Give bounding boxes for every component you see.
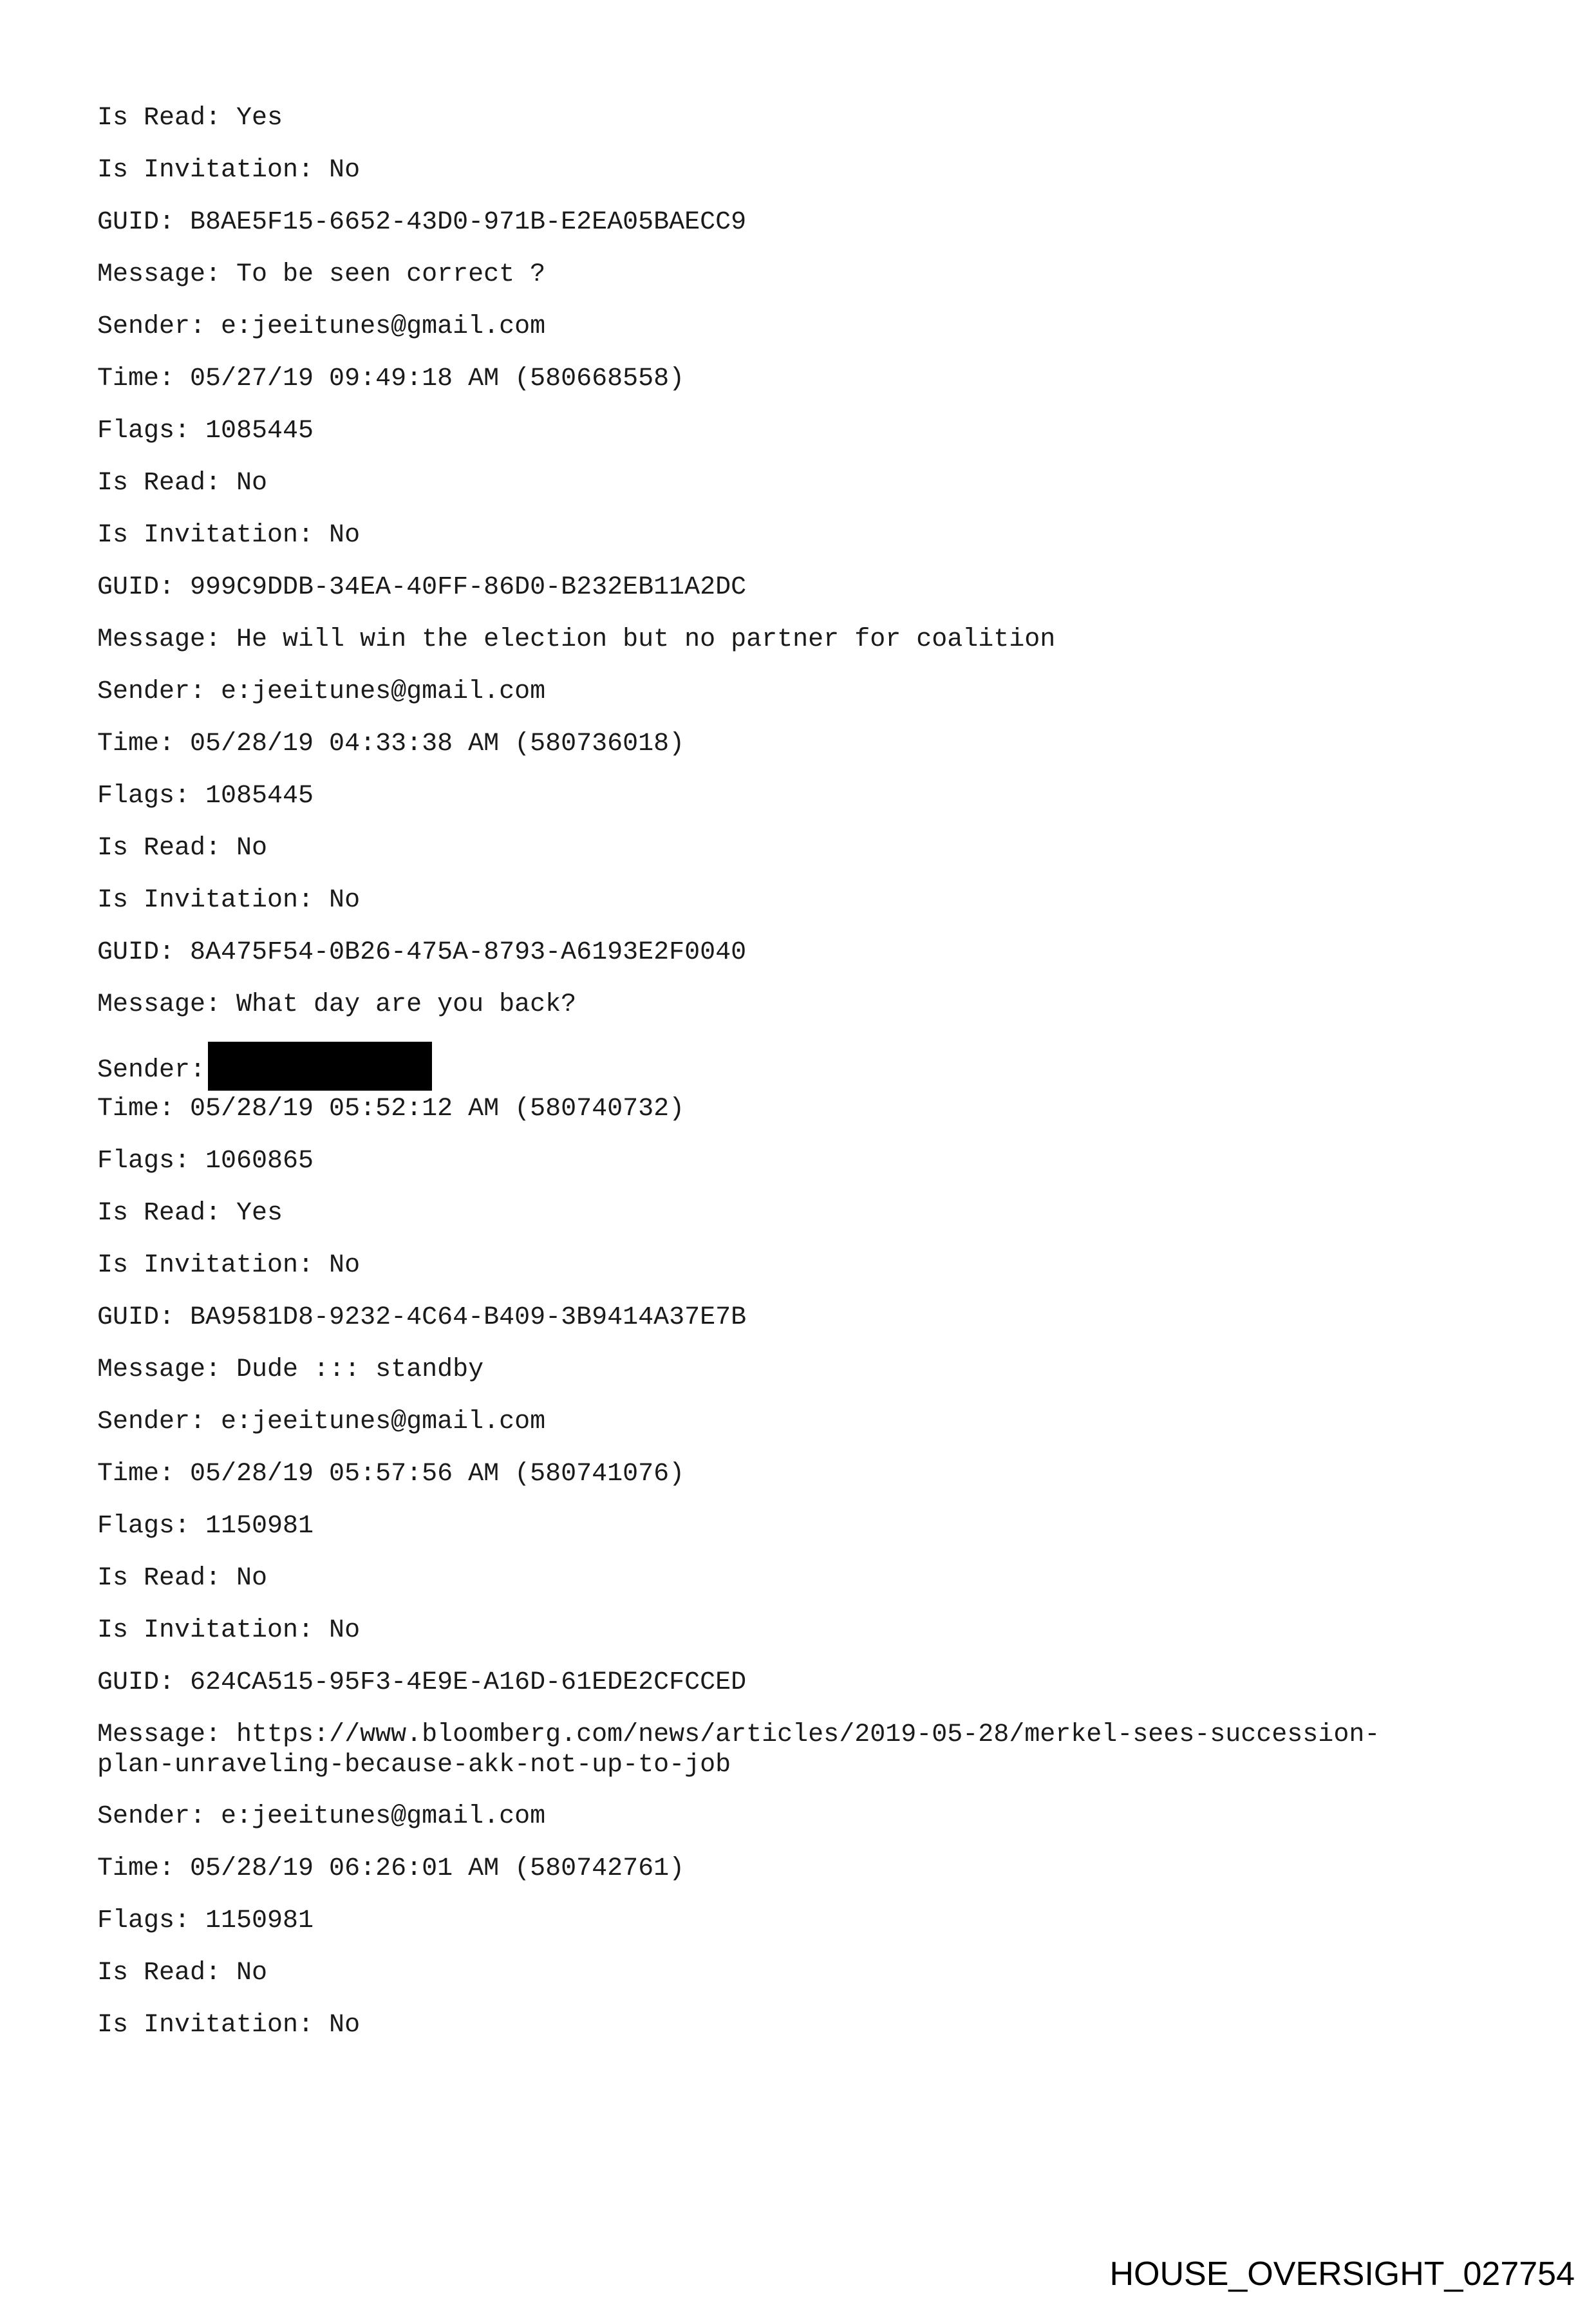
guid-field: GUID: 8A475F54-0B26-475A-8793-A6193E2F0040 [97,938,747,967]
is-read-field: Is Read: No [97,1959,268,1988]
sender-field: Sender: e:jeeitunes@gmail.com [97,1802,546,1831]
message-record [97,1801,1501,2041]
is-read-field: Is Read: No [97,469,268,498]
guid-field: GUID: BA9581D8-9232-4C64-B409-3B9414A37E7B [97,1303,747,1332]
time-field: Time: 05/28/19 04:33:38 AM (580736018) [97,729,685,758]
time-field: Time: 05/28/19 05:52:12 AM (580740732) [97,1095,685,1123]
sender-label: Sender: [97,1056,206,1085]
flags-field: Flags: 1150981 [97,1906,314,1935]
message-field: Message: What day are you back? [97,990,577,1019]
is-invitation-field: Is Invitation: No [97,156,361,185]
time-field: Time: 05/27/19 09:49:18 AM (580668558) [97,364,685,393]
is-invitation-field: Is Invitation: No [97,1251,361,1280]
is-invitation-field: Is Invitation: No [97,1616,361,1645]
message-log [97,103,1501,2062]
sender-field [97,1042,1501,1085]
guid-field: GUID: B8AE5F15-6652-43D0-971B-E2EA05BAECC9 [97,208,747,237]
message-record [97,1042,1501,1386]
is-read-field: Is Read: Yes [97,1199,283,1228]
message-url-line-1: Message: https://www.bloomberg.com/news/articles/2019-05-28/merkel-sees-succession- [97,1720,1380,1749]
time-field: Time: 05/28/19 06:26:01 AM (580742761) [97,1854,685,1883]
message-field: Message: He will win the election but no partner for coalition [97,625,1056,654]
time-field: Time: 05/28/19 05:57:56 AM (580741076) [97,1460,685,1489]
is-read-field: Is Read: No [97,834,268,863]
message-record [97,103,1501,290]
guid-field: GUID: 999C9DDB-34EA-40FF-86D0-B232EB11A2DC [97,573,747,602]
sender-field: Sender: e:jeeitunes@gmail.com [97,312,546,341]
flags-field: Flags: 1060865 [97,1147,314,1176]
sender-field: Sender: e:jeeitunes@gmail.com [97,1407,546,1436]
is-invitation-field: Is Invitation: No [97,886,361,915]
flags-field: Flags: 1150981 [97,1512,314,1541]
message-field [97,1720,1501,1780]
guid-field: GUID: 624CA515-95F3-4E9E-A16D-61EDE2CFCCED [97,1668,747,1697]
message-url-line-2: plan-unraveling-because-akk-not-up-to-job [97,1751,731,1780]
sender-field: Sender: e:jeeitunes@gmail.com [97,677,546,706]
redaction-box [208,1042,432,1091]
message-field: Message: To be seen correct ? [97,260,546,289]
flags-field: Flags: 1085445 [97,417,314,446]
flags-field: Flags: 1085445 [97,782,314,811]
is-invitation-field: Is Invitation: No [97,521,361,550]
message-record [97,312,1501,655]
message-record [97,1407,1501,1780]
is-read-field: Is Read: No [97,1564,268,1593]
is-read-field: Is Read: Yes [97,104,283,133]
message-field: Message: Dude ::: standby [97,1355,484,1384]
bates-stamp: HOUSE_OVERSIGHT_027754 [1109,2255,1575,2293]
is-invitation-field: Is Invitation: No [97,2011,361,2040]
message-record [97,677,1501,1020]
